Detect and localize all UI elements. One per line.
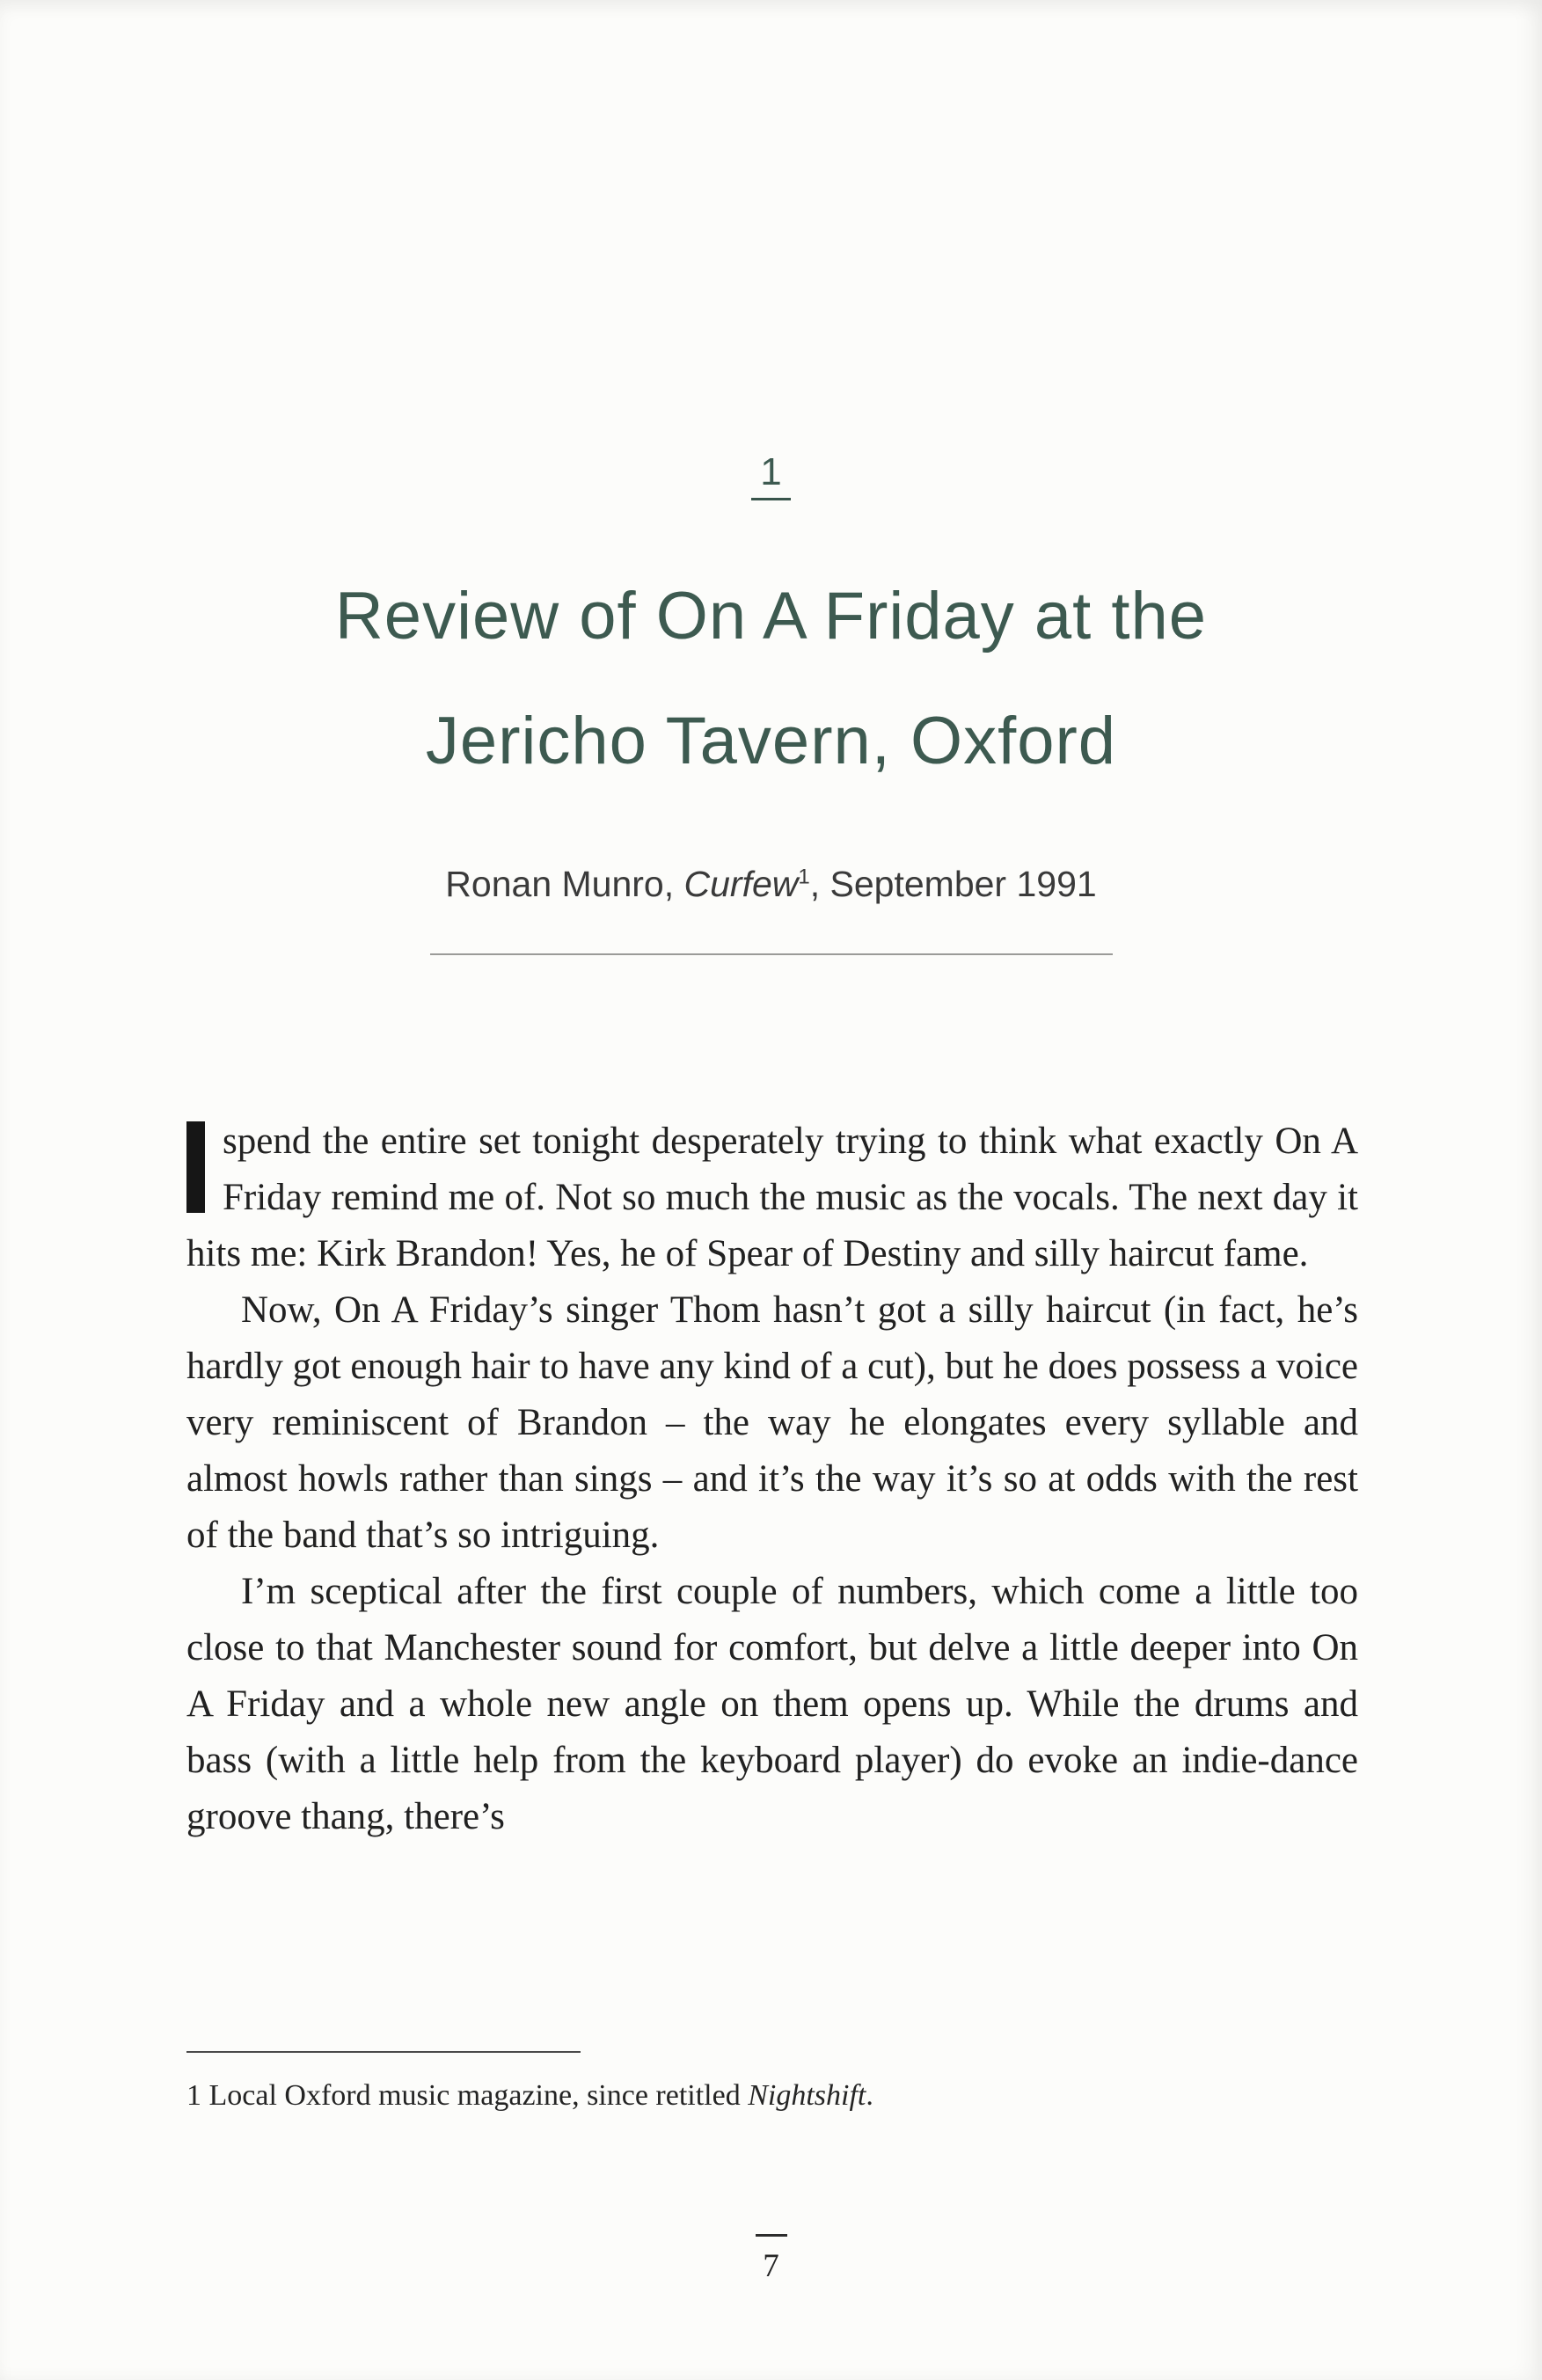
- paragraph-2: Now, On A Friday’s singer Thom hasn’t got a silly haircut (in fact, he’s hardly got enough hair to have any kind of a cut), but he does possess a voice very reminiscent of Brandon – the way he elongates every syllable and almost howls rather than sings – and it’s the way it’s so at odds with the rest of the band that’s so intriguing.: [186, 1289, 1358, 1556]
- footnote-number: 1: [186, 2079, 201, 2112]
- byline-author: Ronan Munro,: [445, 864, 684, 904]
- byline-footnote-ref: 1: [798, 865, 810, 889]
- footnote-divider: [186, 2051, 581, 2053]
- dropcap-letter: [186, 1121, 205, 1213]
- footnote-italic-title: Nightshift: [748, 2079, 866, 2112]
- byline-magazine: Curfew: [683, 864, 799, 904]
- byline: [0, 864, 1542, 905]
- footnote-text: Local Oxford music magazine, since retitled: [201, 2079, 749, 2112]
- chapter-number-digit: 1: [751, 450, 790, 500]
- chapter-title-line2: Jericho Tavern, Oxford: [425, 704, 1117, 778]
- paragraph-1-text: spend the entire set tonight desperately trying to think what exactly On A Friday remind me of. Not so much the music as the vocals. The next day it hits me: Kirk Brandon! Yes, he of Spear of Destiny and silly haircut fame.: [186, 1121, 1358, 1274]
- footnote: [186, 2079, 1358, 2113]
- chapter-title-line1: Review of On A Friday at the: [334, 579, 1208, 653]
- page-number-block: [0, 2234, 1542, 2285]
- footnote-period: .: [866, 2079, 873, 2112]
- page-number-rule: [756, 2234, 787, 2237]
- paragraph-3: I’m sceptical after the first couple of numbers, which come a little too close to that Manchester sound for comfort, but delve a little deeper into On A Friday and a whole new angle on them opens up. While the drums and bass (with a little help from the keyboard player) do evoke an indie-dance groove thang, there’s: [186, 1571, 1358, 1837]
- chapter-number: [0, 450, 1542, 500]
- body-text: [186, 1113, 1358, 1845]
- byline-divider: [430, 953, 1113, 955]
- page-number: 7: [763, 2248, 779, 2284]
- chapter-title: [0, 554, 1542, 804]
- byline-date: , September 1991: [809, 864, 1097, 904]
- paragraph-1: [186, 1113, 1358, 1282]
